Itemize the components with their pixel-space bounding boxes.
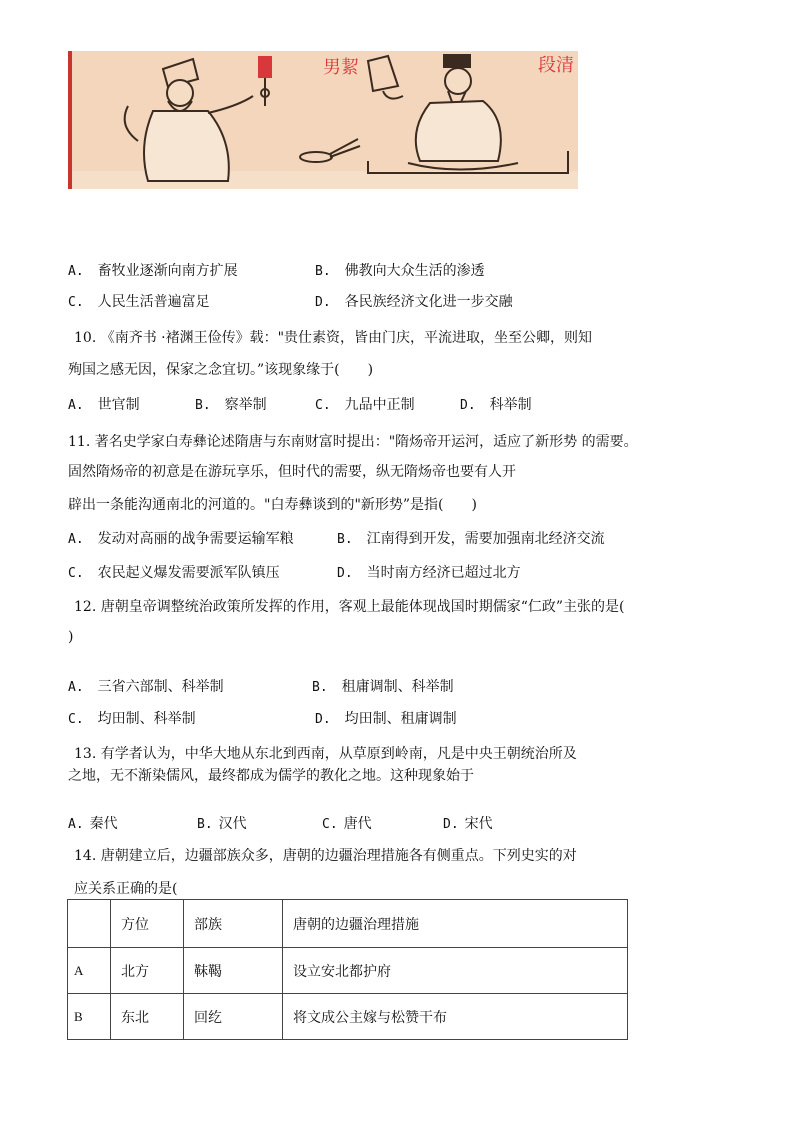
table-cell: 靺鞨	[184, 948, 283, 994]
q10-stem-line2: 殉国之感无因，保家之念宜切。”该现象缘于( )	[68, 362, 374, 378]
option-letter: D.	[315, 712, 331, 727]
option-text: 三省六部制、科举制	[97, 679, 224, 695]
q14-stem-line1: 14. 唐朝建立后，边疆部族众多，唐朝的边疆治理措施各有侧重点。下列史实的对	[74, 848, 577, 864]
option-letter: A.	[68, 817, 84, 832]
table-cell: 设立安北都护府	[283, 948, 628, 994]
table-header-row	[68, 900, 628, 948]
mural-drawing	[68, 51, 578, 189]
q13-option-c	[322, 815, 372, 834]
option-text: 发动对高丽的战争需要运输军粮	[97, 531, 294, 547]
q10-option-d	[460, 396, 532, 415]
option-letter: D.	[337, 566, 353, 581]
q9-option-b	[315, 262, 485, 281]
table-row	[68, 948, 628, 994]
option-letter: D.	[315, 295, 331, 310]
option-text: 江南得到开发，需要加强南北经济交流	[366, 531, 605, 547]
option-text: 科举制	[489, 397, 532, 413]
q11-option-d	[337, 564, 521, 583]
table-cell: 东北	[111, 994, 184, 1040]
option-text: 当时南方经济已超过北方	[366, 565, 521, 581]
option-letter: C.	[322, 817, 338, 832]
q11-option-c	[68, 564, 280, 583]
q13-stem-line1: 13. 有学者认为，中华大地从东北到西南，从草原到岭南，凡是中央王朝统治所及	[74, 746, 577, 762]
option-letter: A.	[68, 680, 84, 695]
q13-option-d	[443, 815, 493, 834]
q11-option-a	[68, 530, 294, 549]
q11-stem-line3: 辟出一条能沟通南北的河道的。"白寿彝谈到的"新形势”是指( )	[68, 497, 477, 513]
q10-option-b	[195, 396, 267, 415]
q10-option-c	[315, 396, 415, 415]
option-letter: C.	[68, 295, 84, 310]
option-letter: B.	[312, 680, 328, 695]
table-row	[68, 994, 628, 1040]
option-text: 农民起义爆发需要派军队镇压	[97, 565, 280, 581]
stamp-left-text: 男絜	[323, 57, 359, 78]
option-text: 秦代	[89, 816, 118, 832]
q9-option-a	[68, 262, 238, 281]
table-header-cell: 部族	[184, 900, 283, 948]
option-text: 人民生活普遍富足	[97, 294, 210, 310]
table-cell: A	[68, 948, 111, 994]
q12-stem-line2: )	[68, 629, 74, 645]
mural-illustration	[68, 51, 578, 189]
q11-stem-line1: 11. 著名史学家白寿彝论述隋唐与东南财富时提出："隋炀帝开运河，适应了新形势 的需要。	[68, 434, 638, 450]
option-text: 宋代	[464, 816, 493, 832]
option-letter: A.	[68, 532, 84, 547]
q13-option-b	[197, 815, 247, 834]
option-letter: B.	[315, 264, 331, 279]
table-header-cell: 唐朝的边疆治理措施	[283, 900, 628, 948]
option-text: 畜牧业逐渐向南方扩展	[97, 263, 238, 279]
q12-stem-line1: 12. 唐朝皇帝调整统治政策所发挥的作用，客观上最能体现战国时期儒家“仁政”主张的是(	[74, 599, 625, 615]
option-text: 世官制	[97, 397, 140, 413]
option-letter: D.	[443, 817, 459, 832]
q14-table	[67, 899, 628, 1040]
option-text: 各民族经济文化进一步交融	[344, 294, 513, 310]
option-letter: B.	[195, 398, 211, 413]
option-letter: A.	[68, 264, 84, 279]
table-cell: 北方	[111, 948, 184, 994]
table-cell: 回纥	[184, 994, 283, 1040]
q13-stem-line2: 之地，无不渐染儒风，最终都成为儒学的教化之地。这种现象始于	[68, 768, 474, 784]
option-letter: B.	[337, 532, 353, 547]
option-text: 均田制、租庸调制	[344, 711, 457, 727]
q12-option-a	[68, 678, 224, 697]
option-letter: C.	[315, 398, 331, 413]
option-text: 察举制	[224, 397, 267, 413]
q9-option-d	[315, 293, 513, 312]
option-text: 汉代	[218, 816, 247, 832]
option-text: 九品中正制	[344, 397, 415, 413]
q13-option-a	[68, 815, 118, 834]
option-letter: C.	[68, 712, 84, 727]
option-letter: A.	[68, 398, 84, 413]
q9-option-c	[68, 293, 210, 312]
option-letter: D.	[460, 398, 476, 413]
q12-option-c	[68, 710, 196, 729]
option-text: 唐代	[343, 816, 372, 832]
option-text: 均田制、科举制	[97, 711, 196, 727]
stamp-right-text: 段清	[538, 55, 574, 76]
option-letter: B.	[197, 817, 213, 832]
q12-option-d	[315, 710, 457, 729]
q14-stem-line2: 应关系正确的是(	[74, 881, 178, 897]
option-text: 租庸调制、科举制	[341, 679, 454, 695]
option-text: 佛教向大众生活的渗透	[344, 263, 485, 279]
q11-option-b	[337, 530, 605, 549]
q12-option-b	[312, 678, 454, 697]
option-letter: C.	[68, 566, 84, 581]
table-cell: B	[68, 994, 111, 1040]
table-header-cell	[68, 900, 111, 948]
q10-stem-line1: 10. 《南齐书 ·褚渊王俭传》载："贵仕素资，皆由门庆，平流进取，坐至公卿，则知	[74, 330, 593, 346]
q10-option-a	[68, 396, 140, 415]
table-cell: 将文成公主嫁与松赞干布	[283, 994, 628, 1040]
q11-stem-line2: 固然隋炀帝的初意是在游玩享乐，但时代的需要，纵无隋炀帝也要有人开	[68, 464, 516, 480]
table-header-cell: 方位	[111, 900, 184, 948]
